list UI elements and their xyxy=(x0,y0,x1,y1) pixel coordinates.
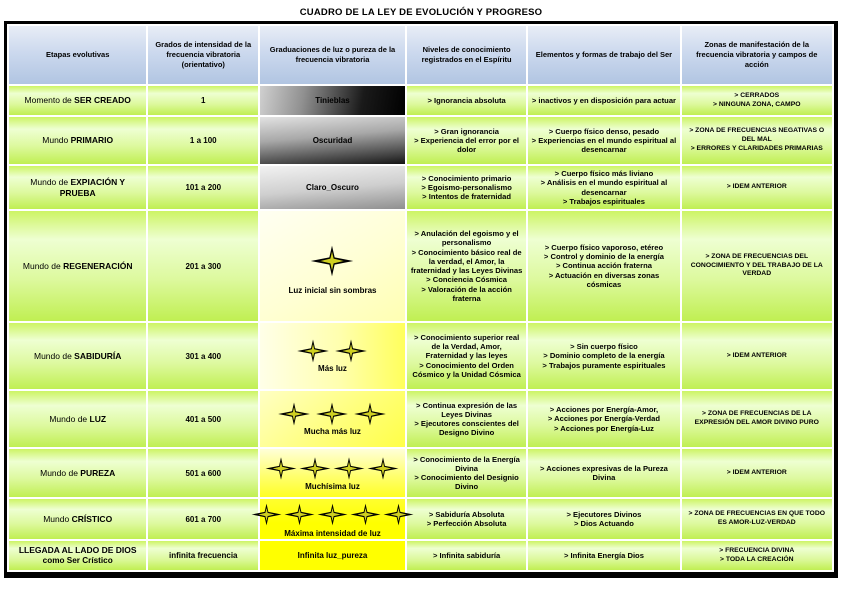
knowledge-item: > Ejecutores conscientes del Designo Divino xyxy=(414,419,519,438)
knowledge-item: > Conocimiento del Designio Divino xyxy=(414,473,519,492)
knowledge-cell xyxy=(407,499,527,539)
zone-item: > ZONA DE FRECUENCIAS DEL CONOCIMIENTO Y DEL TRABAJO DE LA VERDAD xyxy=(690,252,823,278)
grade-cell: infinita frecuencia xyxy=(148,541,258,570)
work-cell xyxy=(528,117,679,164)
stage-prefix-text: Mundo de xyxy=(22,260,64,271)
knowledge-cell xyxy=(407,86,527,115)
stage-label xyxy=(12,468,143,479)
stage-cell xyxy=(9,541,146,570)
zone-item: > ZONA DE FRECUENCIAS DE LA EXPRESIÓN DEL AMOR DIVINO PURO xyxy=(694,410,819,426)
light-star-icon xyxy=(367,456,399,481)
stage-cell xyxy=(9,86,146,115)
stage-cell xyxy=(9,323,146,389)
knowledge-item: > Perfección Absoluta xyxy=(426,519,507,528)
work-item: > Análisis en el mundo espiritual al desencarnar xyxy=(540,178,668,197)
light-label: Máxima intensidad de luz xyxy=(284,528,381,538)
page-title: CUADRO DE LA LEY DE EVOLUCIÓN Y PROGRESO xyxy=(299,7,543,18)
light-star-icon xyxy=(295,339,331,363)
stage-strong-text: SABIDURÍA xyxy=(74,350,122,361)
table-row xyxy=(9,323,832,389)
light-star-icon xyxy=(383,501,414,528)
work-item: > Acciones por Energía-Amor, xyxy=(549,405,659,415)
work-item: > Control y dominio de la energía xyxy=(543,252,664,262)
light-star-icon xyxy=(333,456,365,481)
stage-label xyxy=(12,351,143,362)
zone-item: > FRECUENCIA DIVINA xyxy=(719,546,795,554)
grade-cell: 301 a 400 xyxy=(148,323,258,389)
light-cell xyxy=(260,499,405,539)
knowledge-item: > Conocimiento básico real de la verdad, el Amor, la fraternidad y las Leyes Divinas xyxy=(410,247,523,275)
knowledge-cell xyxy=(407,391,527,447)
stage-prefix-text: Momento de xyxy=(24,95,75,106)
light-label: Luz inicial sin sombras xyxy=(288,286,377,295)
work-item: > Experiencias en el mundo espiritual al desencarnar xyxy=(531,135,677,155)
grade-cell: 401 a 500 xyxy=(148,391,258,447)
knowledge-item: > Conciencia Cósmica xyxy=(426,275,507,285)
stage-label xyxy=(12,414,143,425)
stage-label xyxy=(12,514,143,525)
stage-strong-text: EXPIACIÓN Y PRUEBA xyxy=(59,176,126,198)
stage-strong-text: PUREZA xyxy=(80,467,116,478)
work-item: > Cuerpo físico denso, pesado xyxy=(548,126,660,136)
light-label: Infinita luz_pureza xyxy=(297,551,368,560)
stage-prefix-text: Mundo de xyxy=(40,467,81,478)
light-label: Mucha más luz xyxy=(304,427,361,436)
knowledge-item: > Conocimiento de la Energía Divina xyxy=(413,454,520,473)
knowledge-item: > Egoismo-personalismo xyxy=(421,182,512,192)
work-cell xyxy=(528,86,679,115)
header-row xyxy=(9,26,832,84)
zone-item: > IDEM ANTERIOR xyxy=(726,351,787,359)
stage-label xyxy=(12,95,143,106)
zones-cell xyxy=(682,86,832,115)
work-item: > Dominio completo de la energía xyxy=(543,351,665,361)
light-cell xyxy=(260,166,405,209)
light-star-icon xyxy=(265,456,297,481)
work-cell xyxy=(528,323,679,389)
light-star-icon xyxy=(284,501,315,528)
light-label: Oscuridad xyxy=(312,136,353,145)
evolution-table-frame xyxy=(4,21,838,578)
work-item: > Acciones por Energía-Luz xyxy=(553,423,654,433)
work-item: > Trabajos espirituales xyxy=(562,196,645,206)
work-item: > Actuación en diversas zonas cósmicas xyxy=(548,270,660,289)
work-cell xyxy=(528,449,679,497)
column-header-light: Graduaciones de luz o pureza de la frecuencia vibratoria xyxy=(260,26,405,84)
table-row xyxy=(9,391,832,447)
work-cell xyxy=(528,391,679,447)
grade-cell: 1 xyxy=(148,86,258,115)
light-star-icon xyxy=(333,339,369,363)
stage-strong-text: LUZ xyxy=(89,413,107,424)
grade-cell: 1 a 100 xyxy=(148,117,258,164)
light-star-icon xyxy=(251,501,282,528)
grade-cell: 201 a 300 xyxy=(148,211,258,321)
light-cell xyxy=(260,323,405,389)
light-label: Más luz xyxy=(318,364,347,373)
stage-strong-text: REGENERACIÓN xyxy=(63,260,133,271)
light-cell xyxy=(260,86,405,115)
work-cell xyxy=(528,499,679,539)
evolution-table xyxy=(7,24,834,572)
light-label: Claro_Oscuro xyxy=(306,183,359,192)
knowledge-item: > Gran ignorancia xyxy=(434,126,499,136)
knowledge-item: > Sabiduría Absoluta xyxy=(428,509,505,519)
knowledge-cell xyxy=(407,117,527,164)
stage-label xyxy=(12,135,143,146)
zones-cell xyxy=(682,449,832,497)
light-inner xyxy=(263,456,402,491)
stage-prefix-text: Mundo xyxy=(42,135,71,146)
knowledge-item: > Experiencia del error por el dolor xyxy=(414,135,520,155)
column-header-grade: Grados de intensidad de la frecuencia vibratoria (orientativo) xyxy=(148,26,258,84)
zone-item: > IDEM ANTERIOR xyxy=(726,183,787,191)
stage-cell xyxy=(9,391,146,447)
zones-cell xyxy=(682,211,832,321)
light-inner xyxy=(263,96,402,105)
light-cell xyxy=(260,541,405,570)
work-cell xyxy=(528,211,679,321)
table-row xyxy=(9,166,832,209)
light-star-icon xyxy=(299,456,331,481)
zones-cell xyxy=(682,541,832,570)
zone-item: > IDEM ANTERIOR xyxy=(726,468,787,476)
stage-label xyxy=(12,545,143,556)
zone-item: > ZONA DE FRECUENCIAS EN QUE TODO ES AMOR-LUZ-VERDAD xyxy=(688,510,826,526)
work-cell xyxy=(528,541,679,570)
work-item: > Ejecutores Divinos xyxy=(566,509,642,519)
light-cell xyxy=(260,391,405,447)
star-row xyxy=(275,402,389,426)
light-cell xyxy=(260,449,405,497)
knowledge-item: > Anulación del egoismo y el personalismo xyxy=(414,229,519,248)
work-item: > Acciones expresivas de la Pureza Divina xyxy=(540,463,668,482)
light-star-icon xyxy=(310,237,354,285)
table-row xyxy=(9,117,832,164)
knowledge-cell xyxy=(407,449,527,497)
stage-strong-text: LLEGADA AL LADO DE DIOS xyxy=(18,545,137,556)
light-label: Muchísima luz xyxy=(305,481,360,491)
light-inner xyxy=(263,501,402,538)
light-cell xyxy=(260,211,405,321)
light-inner xyxy=(263,402,402,436)
light-inner xyxy=(263,237,402,295)
knowledge-cell xyxy=(407,211,527,321)
table-row xyxy=(9,211,832,321)
light-star-icon xyxy=(276,402,312,426)
zones-cell xyxy=(682,391,832,447)
work-item: > Cuerpo físico más liviano xyxy=(554,169,654,178)
table-row xyxy=(9,499,832,539)
stage-cell xyxy=(9,449,146,497)
light-inner xyxy=(263,183,402,192)
stage-cell xyxy=(9,499,146,539)
knowledge-item: > Continua expresión de las Leyes Divinas xyxy=(416,400,518,419)
knowledge-item: > Infinita sabiduría xyxy=(432,550,501,560)
stage-cell xyxy=(9,117,146,164)
stage-prefix-text: Mundo de xyxy=(49,413,90,424)
star-row xyxy=(264,456,400,481)
knowledge-cell xyxy=(407,166,527,209)
light-star-icon xyxy=(317,501,348,528)
stage-sublabel: como Ser Crístico xyxy=(42,555,113,565)
knowledge-item: > Intentos de fraternidad xyxy=(422,192,511,202)
table-row xyxy=(9,86,832,115)
knowledge-item: > Valoración de la acción fraterna xyxy=(421,284,512,303)
zone-item: > CERRADOS xyxy=(734,91,780,99)
knowledge-item: > Conocimiento superior real de la Verdad, Amor, Fraternidad y las leyes xyxy=(413,332,520,361)
stage-strong-text: CRÍSTICO xyxy=(71,513,113,524)
stage-label xyxy=(12,177,143,198)
zone-item: > NINGUNA ZONA, CAMPO xyxy=(713,100,801,108)
zones-cell xyxy=(682,499,832,539)
work-item: > Acciones por Energía-Verdad xyxy=(547,414,661,424)
work-item: > Trabajos puramente espirituales xyxy=(542,360,666,370)
light-star-icon xyxy=(314,402,350,426)
work-item: > Sin cuerpo físico xyxy=(570,342,638,352)
stage-prefix-text: Mundo de xyxy=(30,176,71,187)
table-body xyxy=(9,86,832,570)
stage-strong-text: PRIMARIO xyxy=(70,135,114,146)
knowledge-item: > Conocimiento del Orden Cósmico y la Unidad Cósmica xyxy=(412,360,521,379)
light-inner xyxy=(263,551,402,560)
column-header-work: Elementos y formas de trabajo del Ser xyxy=(528,26,679,84)
light-cell xyxy=(260,117,405,164)
work-item: > Cuerpo físico vaporoso, etéreo xyxy=(544,242,664,252)
table-header-row xyxy=(9,26,832,84)
star-row xyxy=(250,501,415,528)
work-item: > Dios Actuando xyxy=(574,519,634,528)
stage-prefix-text: Mundo xyxy=(43,513,72,524)
grade-cell: 501 a 600 xyxy=(148,449,258,497)
table-row xyxy=(9,541,832,570)
work-cell xyxy=(528,166,679,209)
zones-cell xyxy=(682,166,832,209)
stage-cell xyxy=(9,166,146,209)
work-item: > Infinita Energía Dios xyxy=(563,550,644,560)
stage-cell xyxy=(9,211,146,321)
knowledge-item: > Conocimiento primario xyxy=(421,173,512,183)
column-header-zones: Zonas de manifestación de la frecuencia vibratoria y campos de acción xyxy=(682,26,832,84)
star-row xyxy=(309,237,355,285)
zones-cell xyxy=(682,323,832,389)
stage-prefix-text: Mundo de xyxy=(33,350,75,361)
column-header-stage: Etapas evolutivas xyxy=(9,26,146,84)
grade-cell: 101 a 200 xyxy=(148,166,258,209)
knowledge-cell xyxy=(407,541,527,570)
stage-strong-text: SER CREADO xyxy=(74,95,131,106)
light-inner xyxy=(263,339,402,373)
knowledge-cell xyxy=(407,323,527,389)
table-row xyxy=(9,449,832,497)
light-star-icon xyxy=(350,501,381,528)
light-label: Tinieblas xyxy=(315,96,350,105)
zone-item: > ERRORES Y CLARIDADES PRIMARIAS xyxy=(690,144,823,152)
zone-item: > ZONA DE FRECUENCIAS NEGATIVAS O DEL MAL xyxy=(689,127,825,144)
light-inner xyxy=(263,136,402,145)
zone-item: > TODA LA CREACIÓN xyxy=(719,555,794,563)
knowledge-item: > Ignorancia absoluta xyxy=(427,95,506,105)
grade-cell: 601 a 700 xyxy=(148,499,258,539)
work-item: > Continua acción fraterna xyxy=(555,261,652,271)
column-header-knowledge: Niveles de conocimiento registrados en el Espíritu xyxy=(407,26,527,84)
light-star-icon xyxy=(352,402,388,426)
work-item: > inactivos y en disposición para actuar xyxy=(531,95,676,105)
star-row xyxy=(294,339,370,363)
stage-label xyxy=(12,261,143,272)
zones-cell xyxy=(682,117,832,164)
